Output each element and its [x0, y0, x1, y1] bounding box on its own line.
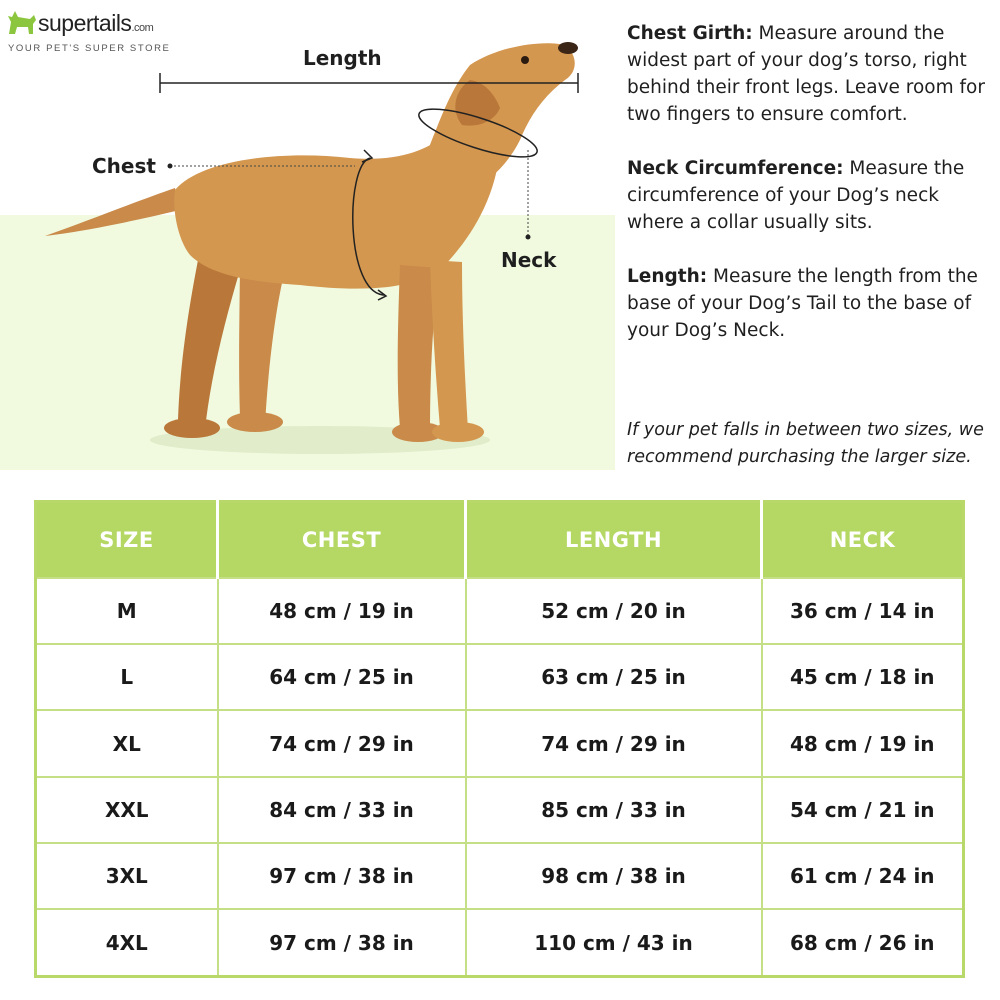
neck-cell: 61 cm / 24 in	[762, 843, 964, 909]
guide-length-text: Measure the length from the base of your Dog’s Tail to the base of your Dog’s Neck.	[627, 266, 978, 341]
table-row	[36, 843, 964, 909]
size-cell: XXL	[36, 777, 218, 843]
guide-neck-text: Measure the circumference of your Dog’s neck where a collar usually sits.	[627, 158, 965, 233]
chest-cell: 84 cm / 33 in	[218, 777, 466, 843]
chest-cell: 48 cm / 19 in	[218, 578, 466, 644]
table-row	[36, 710, 964, 776]
table-row	[36, 578, 964, 644]
size-cell: 3XL	[36, 843, 218, 909]
brand-domain: .com	[131, 22, 154, 34]
table-header-row	[36, 502, 964, 579]
header-chest: CHEST	[218, 502, 466, 579]
length-label: Length	[303, 46, 382, 70]
guide-chest	[627, 20, 992, 128]
header-size: SIZE	[36, 502, 218, 579]
header-neck: NECK	[762, 502, 964, 579]
guide-chest-text: Measure around the widest part of your dog’s torso, right behind their front legs. Leave room for two fingers to ensure comfort.	[627, 23, 985, 125]
size-note: If your pet falls in between two sizes, we recommend purchasing the larger size.	[627, 420, 984, 467]
brand-name: supertails.com	[38, 10, 154, 36]
size-cell: 4XL	[36, 909, 218, 976]
length-cell: 98 cm / 38 in	[466, 843, 762, 909]
length-cell: 52 cm / 20 in	[466, 578, 762, 644]
chest-cell: 64 cm / 25 in	[218, 644, 466, 710]
neck-cell: 36 cm / 14 in	[762, 578, 964, 644]
chest-label: Chest	[92, 154, 156, 178]
length-cell: 63 cm / 25 in	[466, 644, 762, 710]
neck-cell: 48 cm / 19 in	[762, 710, 964, 776]
length-cell: 74 cm / 29 in	[466, 710, 762, 776]
guide-length	[627, 263, 992, 344]
neck-cell: 45 cm / 18 in	[762, 644, 964, 710]
neck-label: Neck	[501, 248, 557, 272]
table-row	[36, 909, 964, 976]
dog-measurement-diagram	[0, 0, 620, 475]
size-chart-table	[34, 500, 965, 978]
guide-neck-term: Neck Circumference:	[627, 158, 844, 179]
guide-chest-term: Chest Girth:	[627, 23, 753, 44]
header-length: LENGTH	[466, 502, 762, 579]
guide-length-term: Length:	[627, 266, 708, 287]
table-row	[36, 644, 964, 710]
size-cell: M	[36, 578, 218, 644]
size-cell: XL	[36, 710, 218, 776]
guide-neck	[627, 155, 992, 236]
length-cell: 110 cm / 43 in	[466, 909, 762, 976]
size-cell: L	[36, 644, 218, 710]
neck-cell: 68 cm / 26 in	[762, 909, 964, 976]
chest-cell: 97 cm / 38 in	[218, 909, 466, 976]
brand-tagline: YOUR PET'S SUPER STORE	[8, 43, 171, 54]
table-row	[36, 777, 964, 843]
measurement-guide	[627, 20, 992, 467]
chest-cell: 74 cm / 29 in	[218, 710, 466, 776]
chest-cell: 97 cm / 38 in	[218, 843, 466, 909]
length-cell: 85 cm / 33 in	[466, 777, 762, 843]
neck-cell: 54 cm / 21 in	[762, 777, 964, 843]
